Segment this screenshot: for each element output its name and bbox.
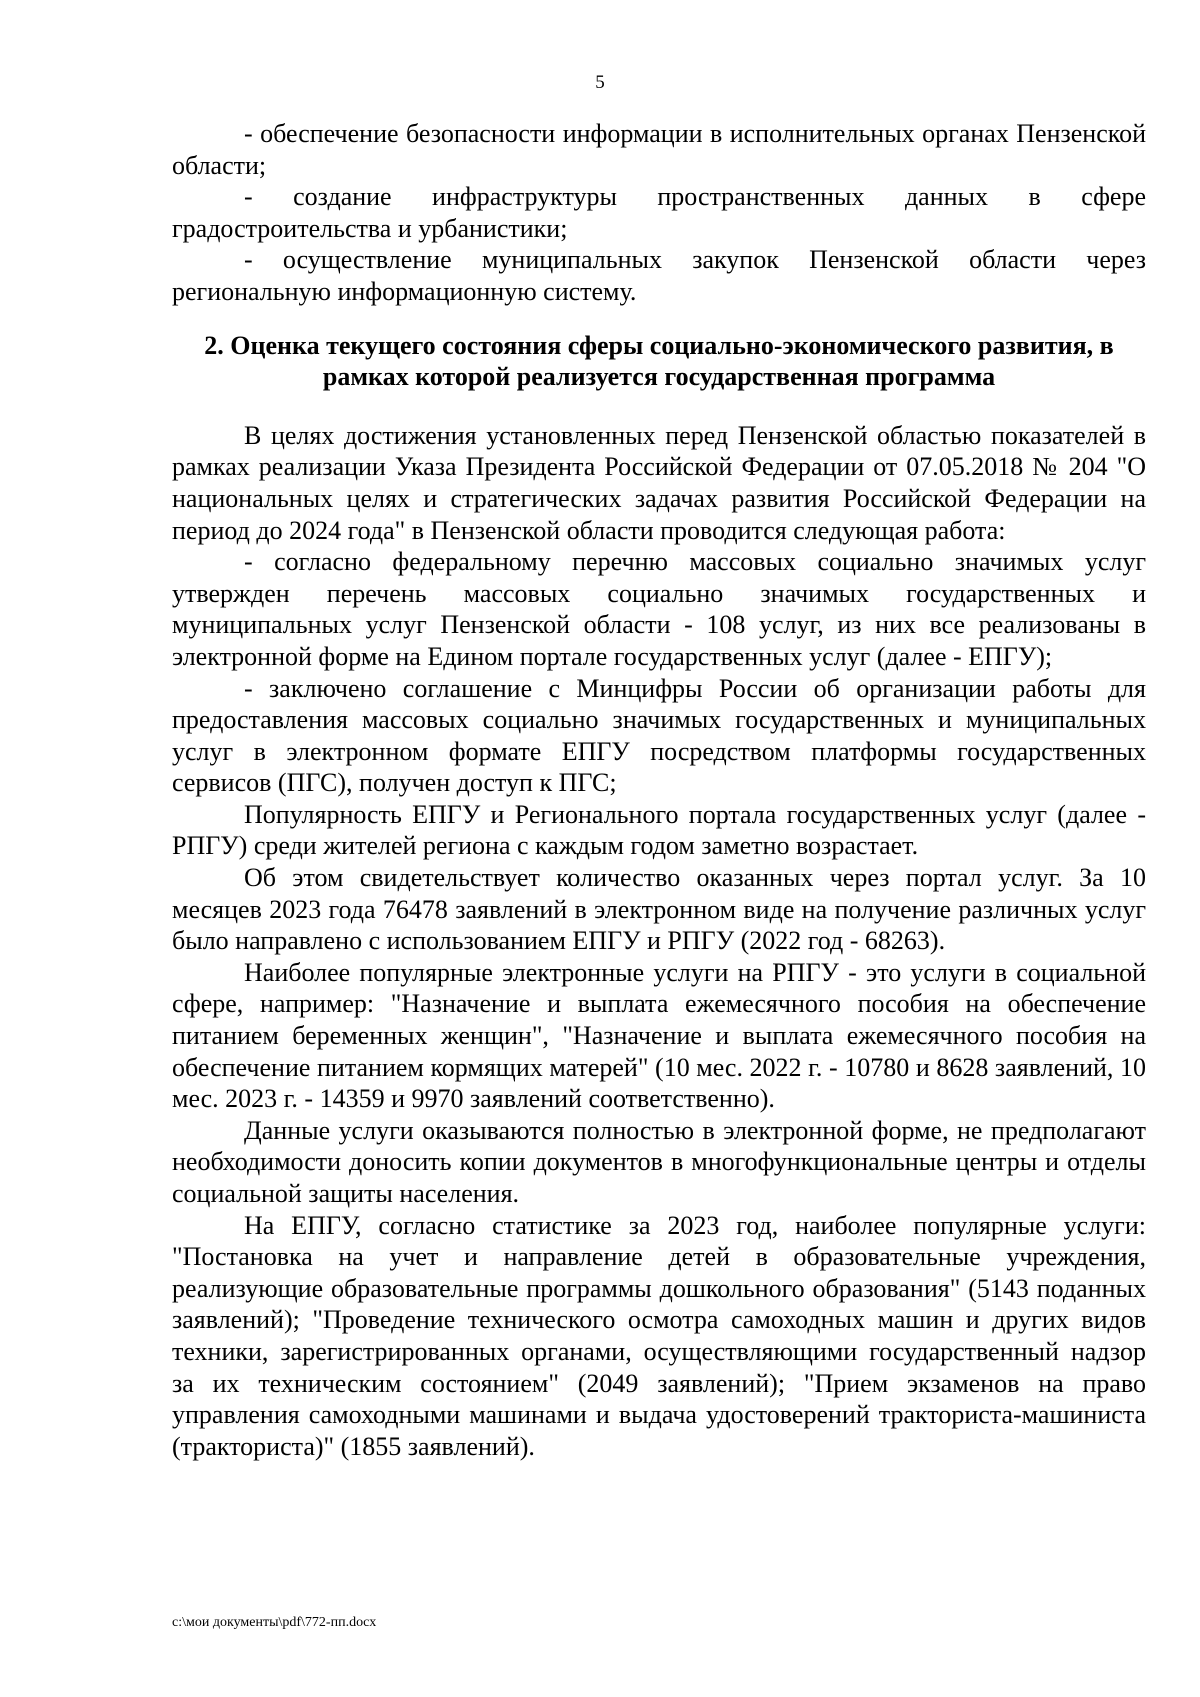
paragraph: Об этом свидетельствует количество оказанных через портал услуг. За 10 месяцев 2023 года 76478 заявлений в электронном виде на получение различных услуг было направлено с использованием ЕПГУ и РПГУ (2022 год - 68263). <box>172 863 1146 956</box>
paragraph: На ЕПГУ, согласно статистике за 2023 год, наиболее популярные услуги: "Постановка на учет и направление детей в образовательные учреждения, реализующие образовательные программы дошкольного образования" (5143 поданных заявлений); "Проведение технического осмотра самоходных машин и других видов техники, зарегистрированных органами, осуществляющими государственный надзор за их техническим состоянием" (2049 заявлений); "Прием экзаменов на право управления самоходными машинами и выдача удостоверений тракториста-машиниста (тракториста)" (1855 заявлений). <box>172 1210 1146 1461</box>
list-item: - обеспечение безопасности информации в исполнительных органах Пензенской области; <box>172 119 1146 180</box>
document-body <box>172 118 1146 1462</box>
page-number: 5 <box>595 72 605 93</box>
list-item: - заключено соглашение с Минцифры России об организации работы для предоставления массовых социально значимых государственных и муниципальных услуг в электронном формате ЕПГУ посредством платформы государственных сервисов (ПГС), получен доступ к ПГС; <box>172 673 1146 798</box>
list-item: - согласно федеральному перечню массовых социально значимых услуг утвержден перечень массовых социально значимых государственных и муниципальных услуг Пензенской области - 108 услуг, из них все реализованы в электронной форме на Едином портале государственных услуг (далее - ЕПГУ); <box>172 547 1146 671</box>
list-item: - создание инфраструктуры пространственных данных в сфере градостроительства и урбанистики; <box>172 182 1146 243</box>
paragraph: Наиболее популярные электронные услуги на РПГУ - это услуги в социальной сфере, например: "Назначение и выплата ежемесячного пособия на обеспечение питанием беременных женщин", "Назначение и выплата ежемесячного пособия на обеспечение питанием кормящих матерей" (10 мес. 2022 г. - 10780 и 8628 заявлений, 10 мес. 2023 г. - 14359 и 9970 заявлений соответственно). <box>172 957 1146 1114</box>
paragraph: Данные услуги оказываются полностью в электронной форме, не предполагают необходимости доносить копии документов в многофункциональные центры и отделы социальной защиты населения. <box>172 1115 1146 1208</box>
paragraph: В целях достижения установленных перед Пензенской областью показателей в рамках реализации Указа Президента Российской Федерации от 07.05.2018 № 204 "О национальных целях и стратегических задачах развития Российской Федерации на период до 2024 года" в Пензенской области проводится следующая работа: <box>172 420 1146 545</box>
section-heading: 2. Оценка текущего состояния сферы социально-экономического развития, в рамках которой реализуется государственная программа <box>204 330 1114 392</box>
file-path-footer: c:\мои документы\pdf\772-пп.docx <box>172 1615 377 1630</box>
paragraph: Популярность ЕПГУ и Регионального портала государственных услуг (далее - РПГУ) среди жителей региона с каждым годом заметно возрастает. <box>172 799 1146 861</box>
list-item: - осуществление муниципальных закупок Пензенской области через региональную информационную систему. <box>172 245 1146 306</box>
